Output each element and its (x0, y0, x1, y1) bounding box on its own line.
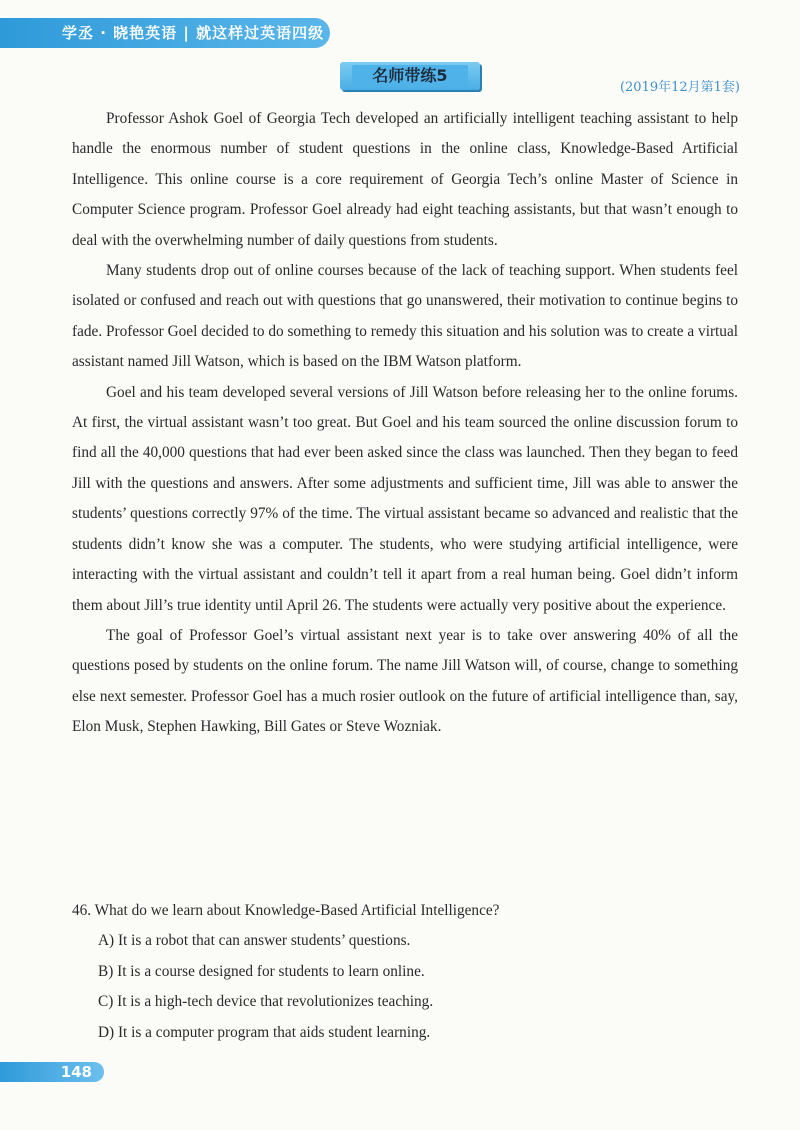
passage-paragraph-2: Many students drop out of online courses because of the lack of teaching support. When students feel isolated or confused and reach out with questions that go unanswered, their motivation to continue begins to fade. Professor Goel decided to do something to remedy this situation and his solution was to create a virtual assistant named Jill Watson, which is based on the IBM Watson platform. (72, 262, 738, 371)
option-c: C) It is a high-tech device that revolutionizes teaching. (98, 993, 434, 1011)
option-d: D) It is a computer program that aids student learning. (98, 1023, 431, 1041)
passage-paragraph-4: The goal of Professor Goel’s virtual assistant next year is to take over answering 40% of all the questions posed by students on the online forum. The name Jill Watson will, of course, change to something else next semester. Professor Goel has a much rosier outlook on the future of artificial intelligence than, say, Elon Musk, Stephen Hawking, Bill Gates or Steve Wozniak. (72, 626, 738, 736)
section-badge-label: 名师带练5 (352, 65, 468, 87)
question-46 (72, 896, 738, 1048)
header-banner (0, 18, 330, 48)
option-b: B) It is a course designed for students to learn online. (98, 962, 425, 980)
page-number: 148 (0, 1062, 104, 1082)
reading-passage (72, 104, 738, 743)
section-badge (340, 62, 480, 90)
passage-paragraph-3: Goel and his team developed several versions of Jill Watson before releasing her to the online forums. At first, the virtual assistant wasn’t too great. But Goel and his team sourced the online discussion forum to find all the 40,000 questions that had ever been asked since the class was launched. Then they began to feed Jill with the questions and answers. After some adjustments and sufficient time, Jill was able to answer the students’ questions correctly 97% of the time. The virtual assistant became so advanced and realistic that the students didn’t know she was a computer. The students, who were studying artificial intelligence, were interacting with the virtual assistant and couldn’t tell it apart from a real human being. Goel didn’t inform them about Jill’s true identity until April 26. The students were actually very positive about the experience. (72, 383, 738, 614)
question-stem: 46. What do we learn about Knowledge-Based Artificial Intelligence? (72, 902, 500, 919)
passage-paragraph-1: Professor Ashok Goel of Georgia Tech developed an artificially intelligent teaching assistant to help handle the enormous number of student questions in the online class, Knowledge-Based Artificial Intelligence. This online course is a core requirement of Georgia Tech’s online Master of Science in Computer Science program. Professor Goel already had eight teaching assistants, but that wasn’t enough to deal with the overwhelming number of daily questions from students. (72, 110, 738, 249)
exam-source-label: (2019年12月第1套) (619, 80, 740, 95)
header-title: 学丞 · 晓艳英语 | 就这样过英语四级 (62, 24, 325, 42)
option-a: A) It is a robot that can answer students’ questions. (98, 932, 411, 950)
